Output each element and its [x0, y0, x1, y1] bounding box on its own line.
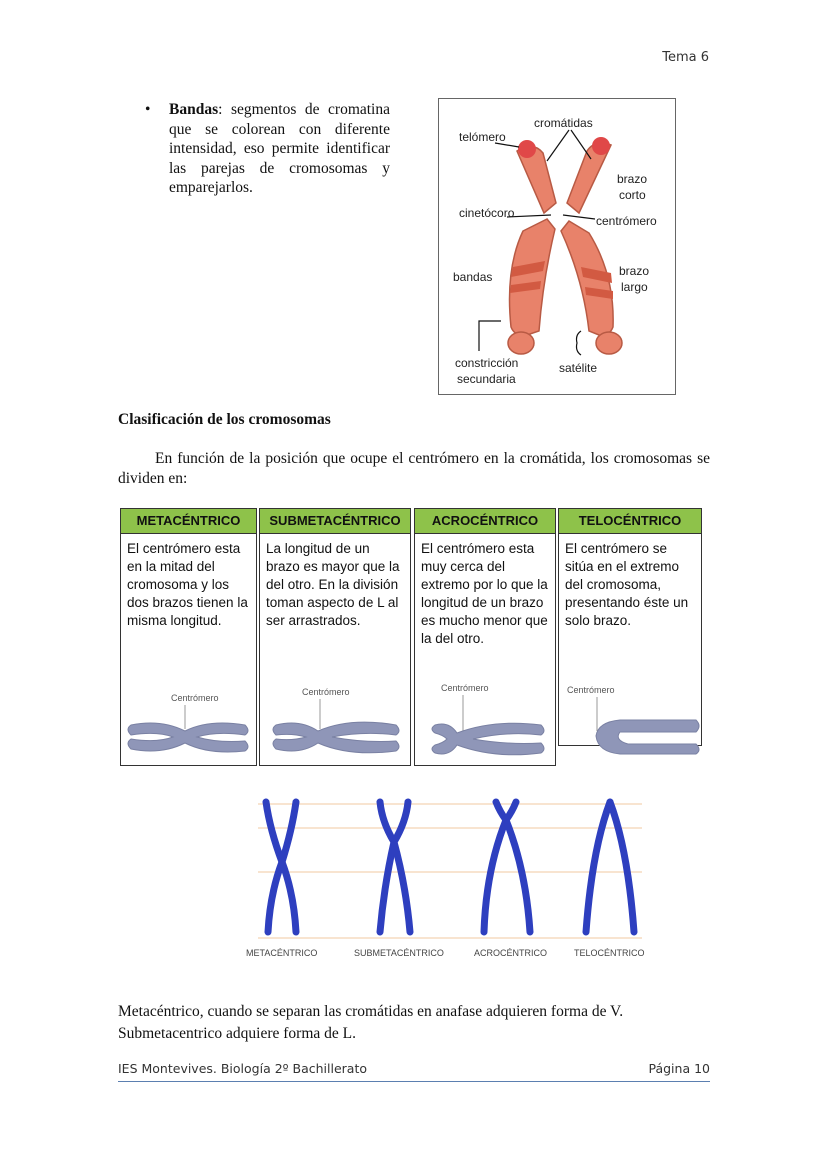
centromere-label: Centrómero [441, 683, 489, 693]
submetacentrico-chromosome [273, 722, 399, 753]
type-name: SUBMETACÉNTRICO [260, 509, 410, 534]
pointer-satelite [577, 331, 582, 355]
chromosome-structure-figure [438, 98, 676, 395]
label-constriccion-1: constricción [455, 356, 519, 370]
notes [118, 1001, 718, 1045]
telocentric-left [586, 802, 610, 932]
metacentrico-chromosome [128, 723, 248, 752]
type-description: El centrómero se sitúa en el extremo del cromosoma, presentando éste un solo brazo. [565, 541, 689, 628]
label-brazo-corto-2: corto [619, 188, 646, 202]
telomere-tip-right [592, 137, 610, 155]
chromosome-types-figure [240, 790, 660, 965]
centromere-label: Centrómero [302, 687, 350, 697]
label-telomero: telómero [459, 130, 506, 144]
telocentrico-chromosome [588, 710, 708, 770]
label-acrocentrico: ACROCÉNTRICO [474, 948, 548, 958]
centromere-label: Centrómero [567, 685, 615, 695]
note-submetacentrico: Submetacentrico adquiere forma de L. [118, 1025, 356, 1042]
label-submetacentrico: SUBMETACÉNTRICO [354, 948, 444, 958]
satellite-right [596, 332, 622, 354]
chromosome-shapes [266, 802, 634, 932]
chromosome-structure-illustration [439, 99, 675, 394]
label-brazo-largo-1: brazo [619, 264, 650, 278]
type-column-metacentrico [120, 508, 257, 766]
chromosome-types-illustration [240, 790, 660, 965]
metacentric-left [266, 802, 282, 932]
type-name: METACÉNTRICO [121, 509, 256, 534]
type-column-acrocentrico [414, 508, 556, 766]
section-title: Clasificación de los cromosomas [118, 411, 331, 428]
bullet-bandas [145, 100, 390, 198]
telocentric-right [610, 802, 634, 932]
lower-left-arm [510, 219, 556, 335]
type-name: ACROCÉNTRICO [415, 509, 555, 534]
label-centromero: centrómero [596, 214, 657, 228]
page-footer [118, 1059, 710, 1082]
type-labels [246, 948, 645, 958]
bullet-term: Bandas [169, 101, 219, 118]
acrocentric-right [506, 802, 530, 932]
label-satelite: satélite [559, 361, 598, 375]
chromosome-types-table [118, 504, 710, 772]
label-metacentrico: METACÉNTRICO [246, 948, 318, 958]
label-cromatidas: cromátidas [534, 116, 593, 130]
bullet-dot: • [145, 101, 151, 118]
centromere-label: Centrómero [171, 693, 219, 703]
type-description: El centrómero esta en la mitad del cromosoma y los dos brazos tienen la misma longitud. [127, 541, 248, 628]
note-metacentrico: Metacéntrico, cuando se separan las cromátidas en anafase adquieren forma de V. [118, 1003, 624, 1020]
type-description: La longitud de un brazo es mayor que la del otro. En la división toman aspecto de L al ser arrastrados. [266, 541, 400, 628]
submetacentrico-diagram [260, 677, 410, 767]
label-telocentrico: TELOCÉNTRICO [574, 948, 645, 958]
pointer-centromero [563, 215, 595, 219]
satellite-left [508, 332, 534, 354]
type-column-submetacentrico [259, 508, 411, 766]
pointer-cromatidas-right [571, 130, 591, 159]
submetacentric-left [380, 802, 394, 932]
type-name: TELOCÉNTRICO [559, 509, 701, 534]
label-brazo-corto-1: brazo [617, 172, 648, 186]
metacentrico-diagram [121, 677, 256, 767]
acrocentric-left [484, 802, 506, 932]
intro-paragraph: En función de la posición que ocupe el centrómero en la cromátida, los cromosomas se dividen en: [118, 450, 710, 487]
metacentric-right [282, 802, 296, 932]
pointer-cromatidas-left [547, 130, 569, 161]
acrocentrico-diagram [415, 677, 555, 767]
footer-page-number: Página 10 [648, 1061, 710, 1076]
label-brazo-largo-2: largo [621, 280, 648, 294]
telomere-tip-left [518, 140, 536, 158]
telocentrico-chromosome-shape [596, 720, 699, 754]
label-constriccion-2: secundaria [457, 372, 516, 386]
bullet-text: : segmentos de cromatina que se colorean con diferente intensidad, eso permite identificar las parejas de cromosomas y emparejarlos. [169, 101, 390, 196]
acrocentrico-chromosome [432, 723, 544, 755]
label-cinetocoro: cinetócoro [459, 206, 515, 220]
type-description: El centrómero esta muy cerca del extremo por lo que la longitud de un brazo es mucho menor que la del otro. [421, 541, 548, 646]
submetacentric-right [394, 802, 410, 932]
footer-school: IES Montevives. Biología 2º Bachillerato [118, 1061, 368, 1076]
header-topic: Tema 6 [662, 50, 709, 65]
label-bandas: bandas [453, 270, 493, 284]
pointer-constriccion [479, 321, 501, 351]
